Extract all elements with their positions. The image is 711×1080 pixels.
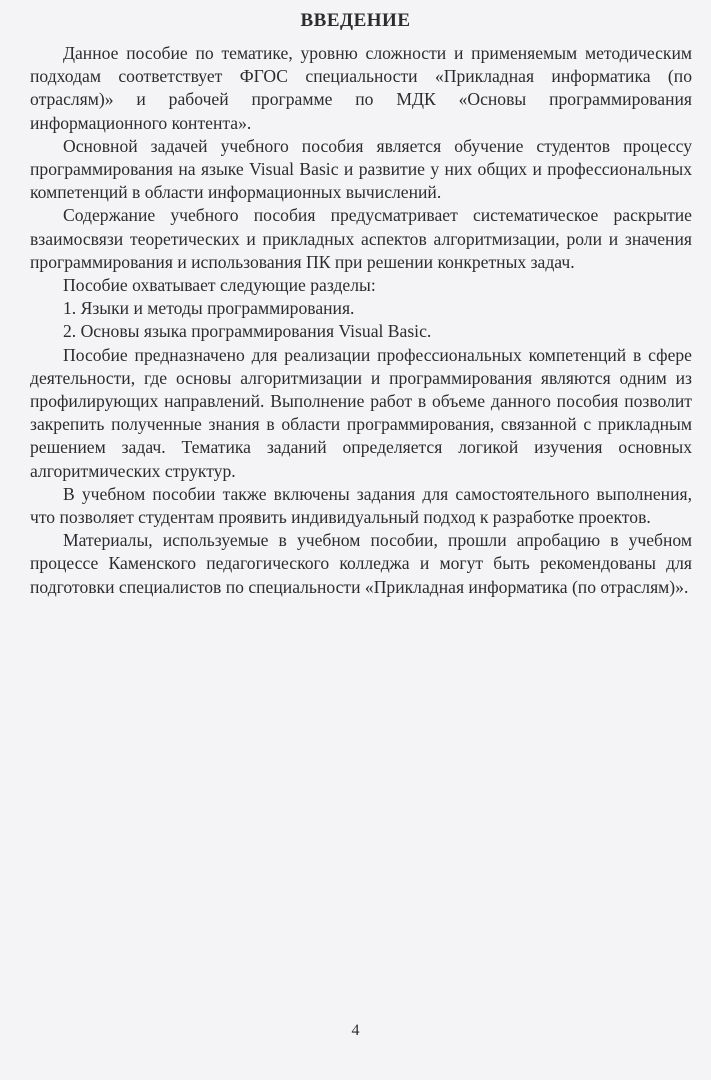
list-item: 2. Основы языка программирования Visual Basic. [63,321,432,342]
paragraph: Содержание учебного пособия предусматривает систематическое раскрытие взаимосвязи теоретических и прикладных аспектов алгоритмизации, роли и значения программирования и использования ПК при решении конкретных задач. [30,205,692,272]
paragraph: Пособие охватывает следующие разделы: [63,275,376,296]
paragraph: Пособие предназначено для реализации профессиональных компетенций в сфере деятельности, где основы алгоритмизации и программирования являются одним из профилирующих направлений. Выполнение работ в объеме данного пособия позволит закрепить полученные знания в области программирования, связанной с прикладным решением задач. Тематика заданий определяется логикой изучения основных алгоритмических структур. [30,344,692,481]
sections-list [30,297,692,343]
page-title: ВВЕДЕНИЕ [300,10,411,31]
paragraph: Основной задачей учебного пособия является обучение студентов процессу программирования на языке Visual Basic и развитие у них общих и профессиональных компетенций в области информационных вычислений. [30,135,692,203]
list-item: 1. Языки и методы программирования. [63,298,355,319]
page-number: 4 [351,1022,360,1039]
paragraph: Данное пособие по тематике, уровню сложности и применяемым методическим подходам соответствует ФГОС специальности «Прикладная информатика (по отраслям)» и рабочей программе по МДК «Основы программирования информационного контента». [30,43,692,133]
paragraph: В учебном пособии также включены задания для самостоятельного выполнения, что позволяет студентам проявить индивидуальный подход к разработке проектов. [30,483,692,528]
body-text [30,42,692,599]
paragraph: Материалы, используемые в учебном пособии, прошли апробацию в учебном процессе Каменского педагогического колледжа и могут быть рекомендованы для подготовки специалистов по специальности «Прикладная информатика (по отраслям)». [30,530,692,597]
